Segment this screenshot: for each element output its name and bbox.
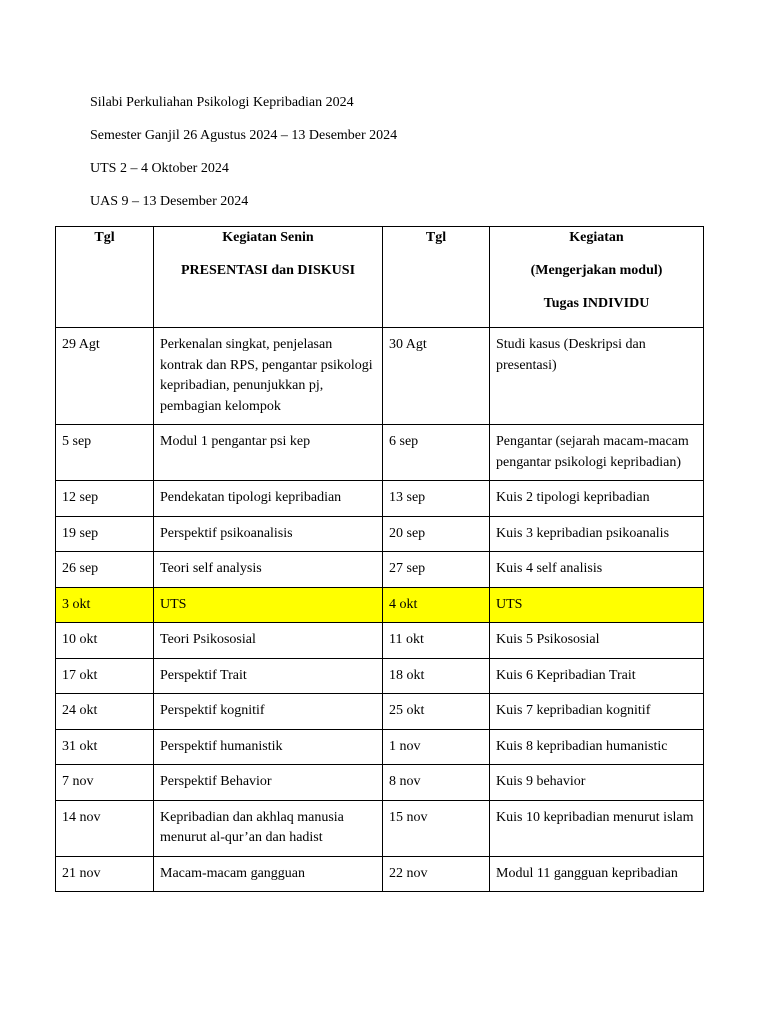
cell-date-2: 4 okt (383, 587, 490, 623)
cell-monday-activity: Teori self analysis (154, 552, 383, 588)
table-row (56, 552, 704, 588)
cell-date-1: 10 okt (56, 623, 154, 659)
table-row (56, 658, 704, 694)
semester-line: Semester Ganjil 26 Agustus 2024 – 13 Desember 2024 (90, 128, 398, 143)
table-row (56, 856, 704, 892)
cell-activity: Pengantar (sejarah macam-macam pengantar psikologi kepribadian) (490, 425, 704, 481)
table-row (56, 694, 704, 730)
cell-date-2: 22 nov (383, 856, 490, 892)
header-date-1: Tgl (56, 227, 154, 328)
cell-monday-activity: Perkenalan singkat, penjelasan kontrak dan RPS, pengantar psikologi kepribadian, penunjukkan pj, pembagian kelompok (154, 328, 383, 425)
cell-monday-activity: Pendekatan tipologi kepribadian (154, 481, 383, 517)
table-row (56, 425, 704, 481)
cell-activity: Kuis 10 kepribadian menurut islam (490, 800, 704, 856)
syllabus-title: Silabi Perkuliahan Psikologi Kepribadian 2024 (90, 95, 354, 110)
header-activity: Kegiatan (Mengerjakan modul) Tugas INDIVIDU (490, 227, 704, 328)
cell-date-2: 6 sep (383, 425, 490, 481)
cell-date-2: 25 okt (383, 694, 490, 730)
cell-date-2: 30 Agt (383, 328, 490, 425)
cell-date-1: 12 sep (56, 481, 154, 517)
cell-date-1: 3 okt (56, 587, 154, 623)
cell-date-1: 29 Agt (56, 328, 154, 425)
uts-line: UTS 2 – 4 Oktober 2024 (90, 161, 229, 176)
cell-activity: Kuis 9 behavior (490, 765, 704, 801)
uas-line: UAS 9 – 13 Desember 2024 (90, 194, 249, 209)
cell-date-2: 18 okt (383, 658, 490, 694)
table-row (56, 481, 704, 517)
cell-monday-activity: Perspektif kognitif (154, 694, 383, 730)
cell-date-2: 1 nov (383, 729, 490, 765)
cell-date-1: 5 sep (56, 425, 154, 481)
table-body (56, 328, 704, 892)
cell-date-1: 19 sep (56, 516, 154, 552)
table-row (56, 800, 704, 856)
cell-date-1: 17 okt (56, 658, 154, 694)
cell-date-2: 20 sep (383, 516, 490, 552)
cell-monday-activity: UTS (154, 587, 383, 623)
cell-activity: Kuis 4 self analisis (490, 552, 704, 588)
cell-monday-activity: Kepribadian dan akhlaq manusia menurut al-qur’an dan hadist (154, 800, 383, 856)
cell-activity: Kuis 6 Kepribadian Trait (490, 658, 704, 694)
cell-date-1: 21 nov (56, 856, 154, 892)
cell-activity: Kuis 5 Psikososial (490, 623, 704, 659)
table-row (56, 623, 704, 659)
header-date-2: Tgl (383, 227, 490, 328)
cell-monday-activity: Modul 1 pengantar psi kep (154, 425, 383, 481)
table-row (56, 516, 704, 552)
table-row (56, 328, 704, 425)
cell-date-2: 27 sep (383, 552, 490, 588)
cell-date-2: 15 nov (383, 800, 490, 856)
cell-date-2: 13 sep (383, 481, 490, 517)
cell-date-1: 31 okt (56, 729, 154, 765)
cell-monday-activity: Macam-macam gangguan (154, 856, 383, 892)
cell-date-1: 14 nov (56, 800, 154, 856)
cell-activity: Kuis 8 kepribadian humanistic (490, 729, 704, 765)
cell-date-2: 11 okt (383, 623, 490, 659)
cell-monday-activity: Teori Psikososial (154, 623, 383, 659)
header-monday-activity: Kegiatan Senin PRESENTASI dan DISKUSI (154, 227, 383, 328)
cell-activity: Kuis 2 tipologi kepribadian (490, 481, 704, 517)
cell-monday-activity: Perspektif Trait (154, 658, 383, 694)
cell-monday-activity: Perspektif Behavior (154, 765, 383, 801)
table-row (56, 587, 704, 623)
schedule-table (55, 226, 704, 892)
cell-activity: Kuis 7 kepribadian kognitif (490, 694, 704, 730)
cell-activity: UTS (490, 587, 704, 623)
table-row (56, 765, 704, 801)
cell-date-1: 7 nov (56, 765, 154, 801)
document-intro (90, 93, 397, 225)
table-row (56, 729, 704, 765)
cell-activity: Kuis 3 kepribadian psikoanalis (490, 516, 704, 552)
cell-date-2: 8 nov (383, 765, 490, 801)
cell-monday-activity: Perspektif psikoanalisis (154, 516, 383, 552)
table-header-row (56, 227, 704, 328)
cell-date-1: 24 okt (56, 694, 154, 730)
cell-date-1: 26 sep (56, 552, 154, 588)
cell-monday-activity: Perspektif humanistik (154, 729, 383, 765)
cell-activity: Modul 11 gangguan kepribadian (490, 856, 704, 892)
cell-activity: Studi kasus (Deskripsi dan presentasi) (490, 328, 704, 425)
